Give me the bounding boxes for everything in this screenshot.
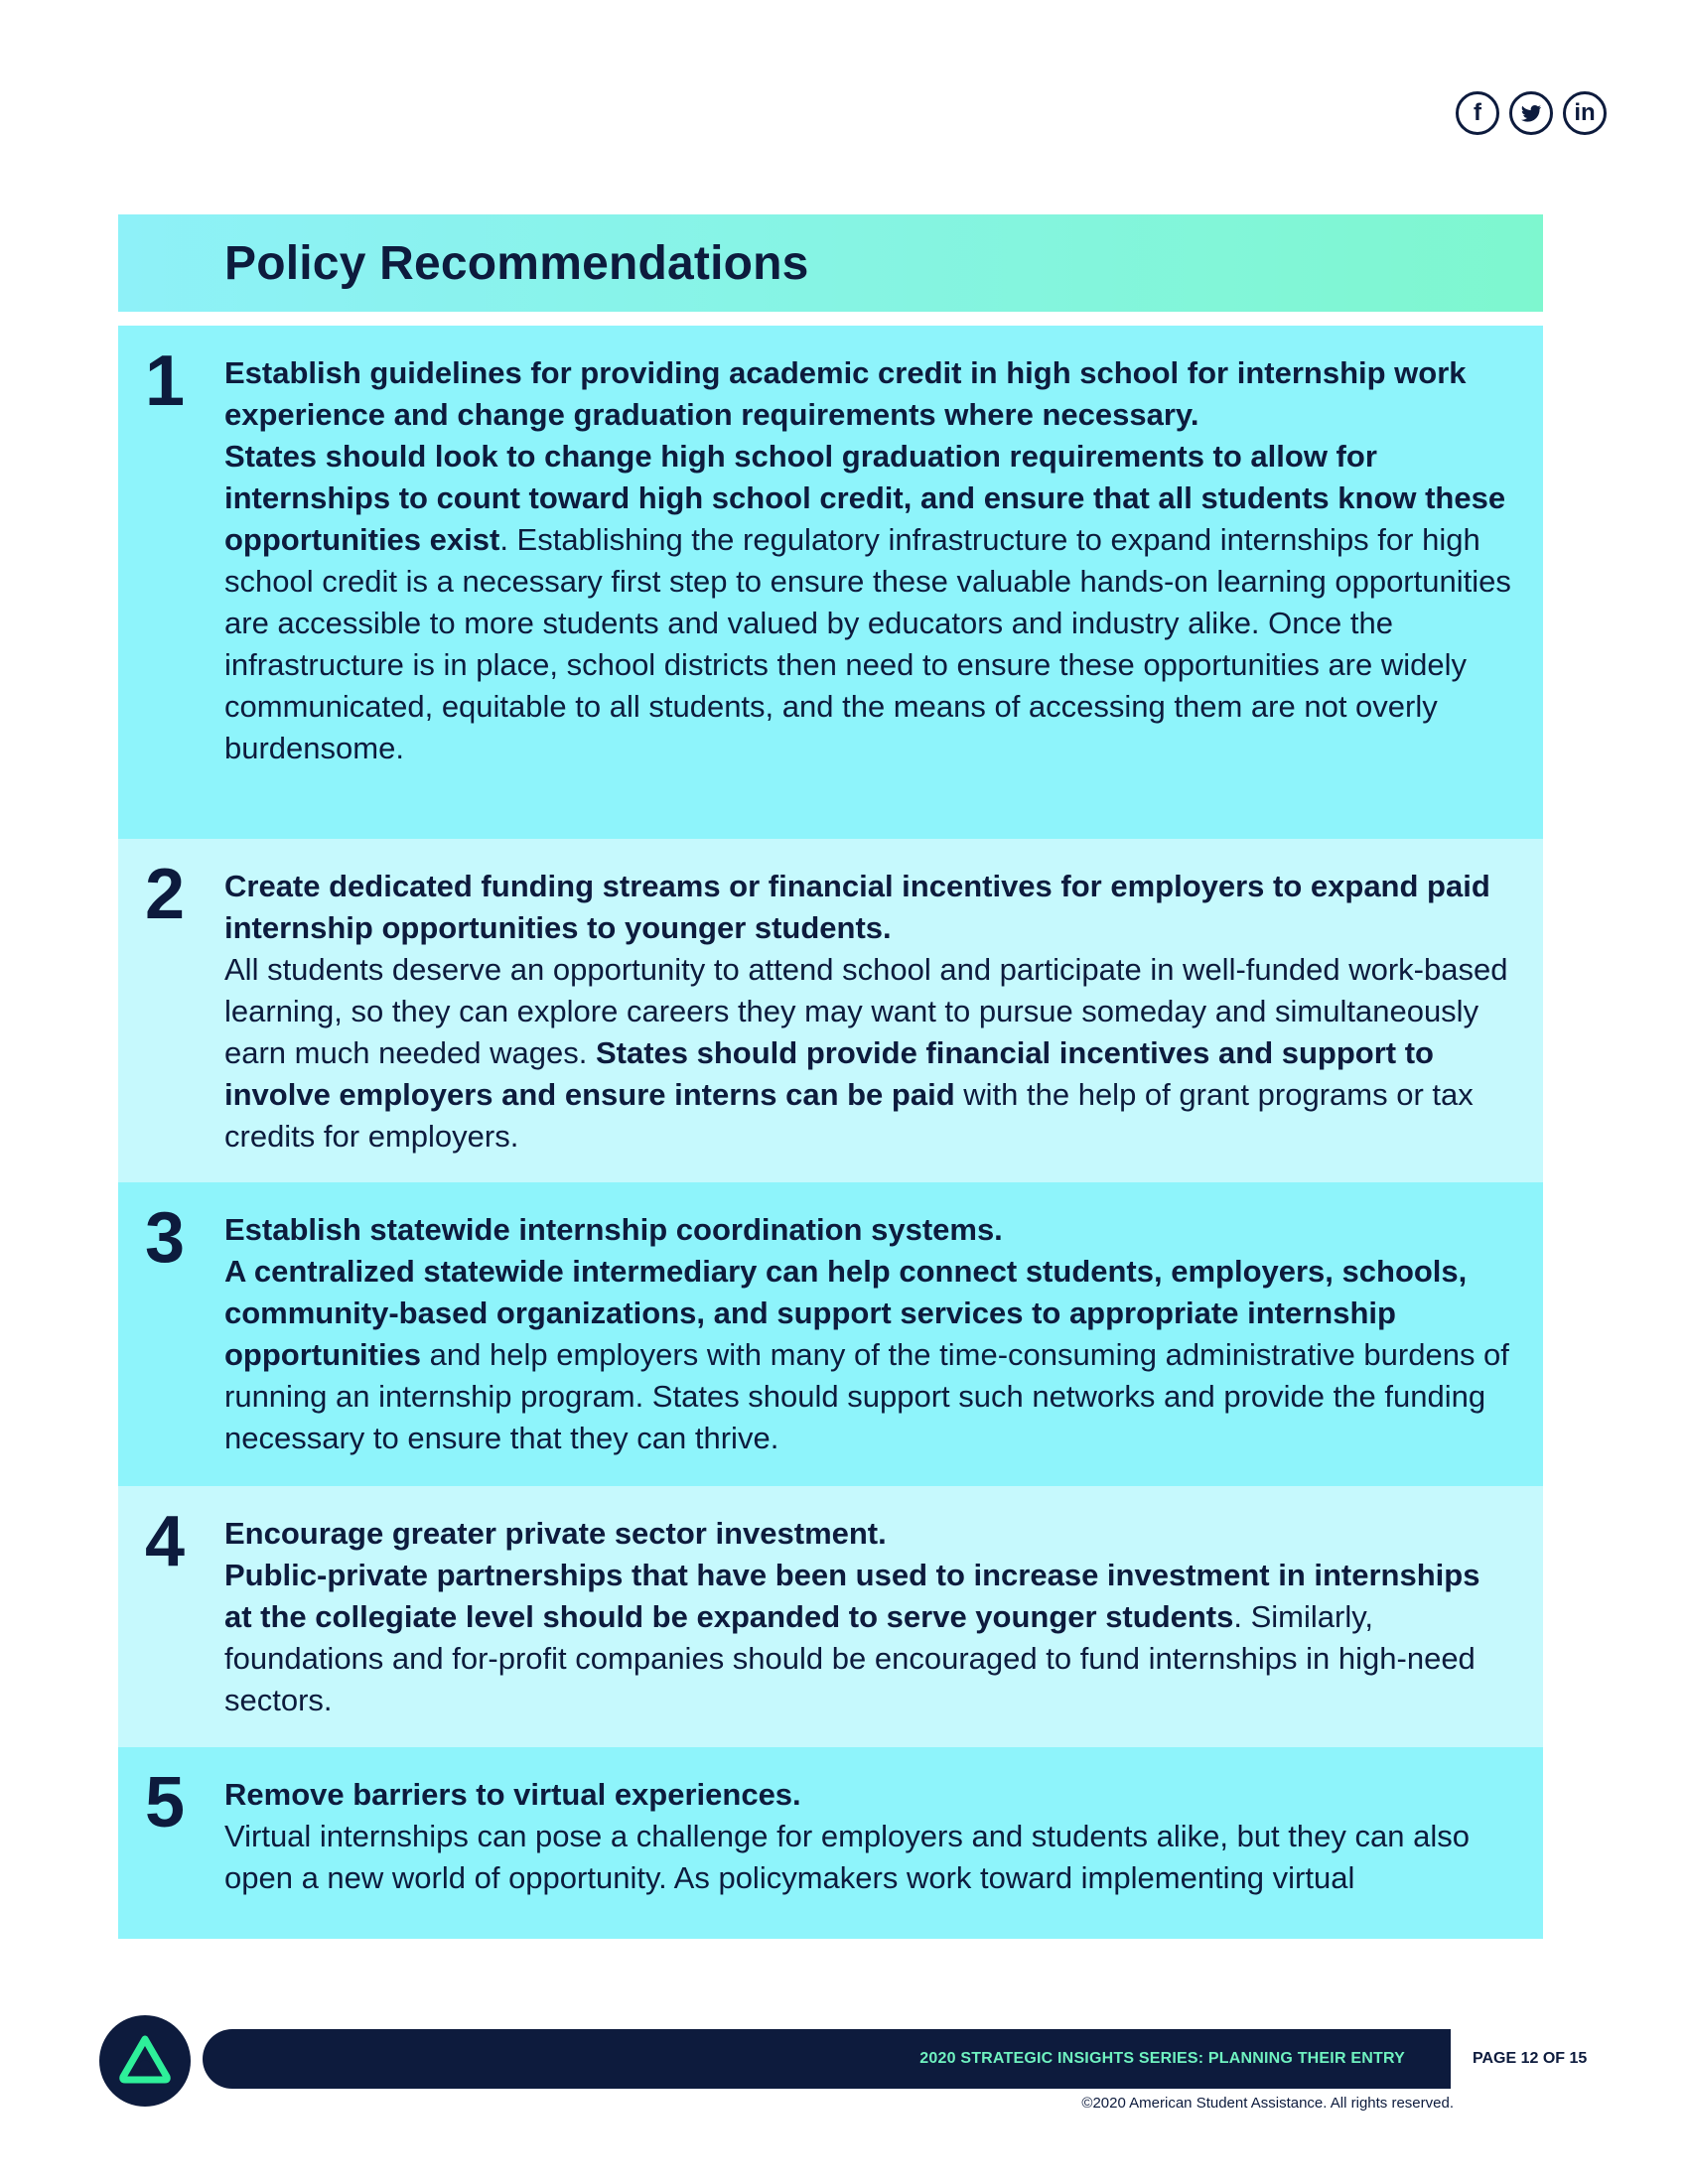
title-bar (118, 214, 1543, 312)
triangle-logo-icon (115, 2031, 175, 2091)
recommendation-body-bold: A centralized statewide intermediary can help connect students, employers, schools, community-based organizations, and support services to appropriate internship opportunities (224, 1254, 1468, 1372)
recommendation-2 (118, 839, 1543, 1182)
recommendation-body (224, 949, 1513, 1158)
recommendation-4 (118, 1486, 1543, 1747)
social-links (1456, 91, 1607, 135)
recommendation-number: 1 (145, 341, 186, 421)
copyright: ©2020 American Student Assistance. All rights reserved. (1081, 2095, 1454, 2112)
recommendation-heading: Remove barriers to virtual experiences. (224, 1777, 801, 1812)
recommendation-number: 2 (145, 855, 186, 934)
page-title: Policy Recommendations (224, 236, 809, 290)
policy-panel (118, 214, 1543, 1939)
facebook-icon[interactable]: f (1456, 91, 1499, 135)
recommendation-body-bold: States should provide financial incentives and support to involve employers and ensure interns can be paid (224, 1035, 1434, 1112)
footer-bar (203, 2029, 1451, 2089)
recommendation-body-text: All students deserve an opportunity to attend school and participate in well-funded work-based learning, so they can explore careers they may want to pursue someday and simultaneously earn much needed wages. (224, 952, 1508, 1070)
recommendation-body-text: Virtual internships can pose a challenge for employers and students alike, but they can also open a new world of opportunity. As policymakers work toward implementing virtual (224, 1819, 1470, 1895)
recommendation-body (224, 1555, 1513, 1721)
recommendation-body (224, 1251, 1513, 1459)
recommendation-heading: Establish guidelines for providing academic credit in high school for internship work experience and change graduation requirements where necessary. (224, 355, 1467, 432)
recommendation-body-bold: States should look to change high school graduation requirements to allow for internships to count toward high school credit, and ensure that all students know these opportunities exist (224, 439, 1506, 557)
recommendation-body (224, 1816, 1513, 1899)
twitter-bird-glyph (1519, 101, 1543, 125)
recommendation-body (224, 436, 1513, 769)
recommendation-heading: Create dedicated funding streams or financial incentives for employers to expand paid internship opportunities to younger students. (224, 869, 1490, 945)
recommendation-number: 3 (145, 1198, 186, 1278)
recommendation-body-bold: Public-private partnerships that have been used to increase investment in internships at the collegiate level should be expanded to serve younger students (224, 1558, 1480, 1634)
recommendation-heading: Encourage greater private sector investment. (224, 1516, 887, 1551)
series-title: 2020 STRATEGIC INSIGHTS SERIES: PLANNING THEIR ENTRY (919, 2050, 1405, 2067)
recommendation-3 (118, 1182, 1543, 1486)
twitter-icon[interactable] (1509, 91, 1553, 135)
title-gap (118, 312, 1543, 326)
recommendation-body-text: . Similarly, foundations and for-profit companies should be encouraged to fund internships in high-need sectors. (224, 1599, 1476, 1717)
linkedin-icon[interactable]: in (1563, 91, 1607, 135)
recommendation-body-text: and help employers with many of the time-consuming administrative burdens of running an internship program. States should support such networks and provide the funding necessary to ensure that they can thrive. (224, 1337, 1509, 1455)
asa-logo (99, 2015, 191, 2107)
recommendation-5 (118, 1747, 1543, 1939)
recommendation-number: 5 (145, 1763, 186, 1843)
recommendation-number: 4 (145, 1502, 186, 1581)
recommendation-body-text: . Establishing the regulatory infrastructure to expand internships for high school credit is a necessary first step to ensure these valuable hands-on learning opportunities are accessible to more students and valued by educators and industry alike. Once the infrastructure is in place, school districts then need to ensure these opportunities are widely communicated, equitable to all students, and the means of accessing them are not overly burdensome. (224, 522, 1511, 765)
recommendation-body-text: with the help of grant programs or tax credits for employers. (224, 1077, 1474, 1154)
recommendation-heading: Establish statewide internship coordination systems. (224, 1212, 1003, 1247)
page-number: PAGE 12 OF 15 (1473, 2050, 1588, 2067)
recommendation-1 (118, 326, 1543, 839)
